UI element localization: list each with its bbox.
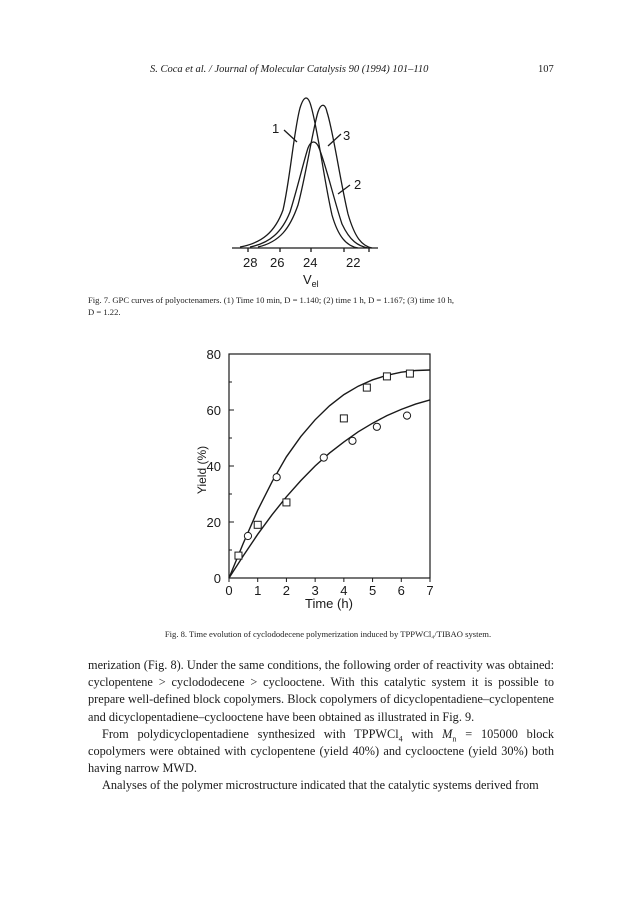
- paragraph-2: From polydicyclopentadiene synthesized with TPPWCl$_4$ with $M_n = 105000$ block copolymers were obtained with cyclopentene (yield 40%) and cyclooctene (yield 30%) both having narrow MWD.: [88, 726, 554, 776]
- fig8-y-tick-label: 80: [206, 347, 221, 362]
- fig8-point-circle: [349, 437, 356, 444]
- fig8-y-tick-label: 0: [213, 571, 221, 586]
- fig7-label-curve-2: 2: [354, 177, 362, 192]
- fig8-point-circle: [373, 423, 380, 430]
- fig8-point-square: [363, 384, 370, 391]
- fig8-point-square: [340, 415, 347, 422]
- fig8-point-square: [283, 499, 290, 506]
- fig8-point-square: [406, 370, 413, 377]
- fig7-tick-28: 28: [243, 255, 258, 270]
- fig8-x-tick-label: 0: [225, 583, 233, 598]
- fig8-point-circle: [273, 474, 280, 481]
- fig8-fit-curve-circle: [229, 400, 430, 578]
- running-head-text: S. Coca et al. / Journal of Molecular Catalysis 90 (1994) 101–110: [150, 64, 429, 75]
- body-text: [88, 657, 554, 795]
- figure-8-caption: Fig. 8. Time evolution of cyclododecene polymerization induced by TPPWCl₄/TIBAO system.: [164, 629, 492, 639]
- figure-7-caption-line2: D = 1.22.: [88, 307, 121, 317]
- page-number: 107: [538, 64, 554, 75]
- fig8-y-tick-label: 40: [206, 459, 221, 474]
- fig7-axis-label: $V_{el}$: [303, 272, 319, 289]
- fig7-tick-26: 26: [270, 255, 285, 270]
- fig8-point-circle: [244, 532, 251, 539]
- fig8-y-axis-label: Yield (%): [195, 445, 209, 495]
- fig8-x-tick-label: 5: [368, 583, 377, 598]
- fig8-y-tick-label: 20: [206, 515, 221, 530]
- fig8-point-square: [235, 552, 242, 559]
- fig8-x-tick-label: 1: [254, 583, 262, 598]
- fig8-point-circle: [403, 412, 410, 419]
- fig7-tick-22: 22: [346, 255, 361, 270]
- fig8-point-square: [254, 521, 261, 528]
- fig8-plot-frame: [229, 354, 430, 578]
- figure-7-caption-line1: Fig. 7. GPC curves of polyoctenamers. (1) Time 10 min, D = 1.140; (2) time 1 h, D = 1.167; (3) time 10 h,: [88, 295, 455, 305]
- fig7-label-curve-3: 3: [343, 128, 351, 143]
- fig8-point-circle: [320, 454, 327, 461]
- paragraph-1: merization (Fig. 8). Under the same conditions, the following order of reactivity was obtained: cyclopentene > cyclododecene > cyclooctene. With this catalytic system it is possible to prepare well-defined block copolymers. Block copolymers of dicyclopentadiene–cyclopentene and dicyclopentadiene–cyclooctene have been obtained as illustrated in Fig. 9.: [88, 658, 554, 724]
- fig8-fit-curve-square: [229, 370, 430, 578]
- fig7-label-curve-1: 1: [272, 121, 280, 136]
- fig8-x-tick-label: 2: [282, 583, 291, 598]
- fig8-x-axis-label: Time (h): [305, 596, 353, 611]
- fig8-x-tick-label: 3: [311, 583, 319, 598]
- paragraph-3: Analyses of the polymer microstructure indicated that the catalytic systems derived from: [102, 778, 539, 793]
- fig8-y-tick-label: 60: [206, 403, 221, 418]
- fig8-x-tick-label: 4: [340, 583, 348, 598]
- fig8-point-square: [383, 373, 390, 380]
- fig8-x-tick-label: 7: [426, 583, 434, 598]
- fig8-x-tick-label: 6: [397, 583, 405, 598]
- fig7-tick-24: 24: [303, 255, 318, 270]
